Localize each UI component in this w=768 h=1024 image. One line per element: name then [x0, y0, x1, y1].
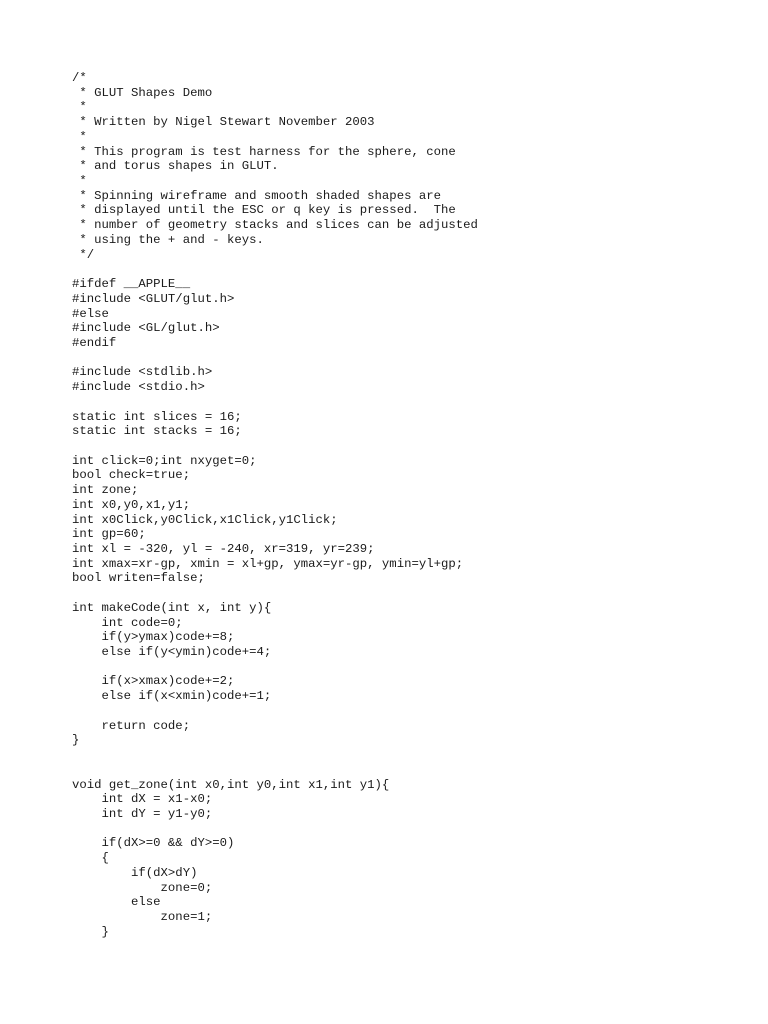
code-line: int xl = -320, yl = -240, xr=319, yr=239;: [72, 542, 375, 556]
code-line: {: [72, 851, 109, 866]
code-line: *: [72, 100, 87, 115]
code-line: [72, 262, 478, 277]
code-line: #include <stdlib.h>: [72, 365, 213, 380]
code-line: int makeCode(int x, int y){: [72, 600, 272, 615]
code-line: }: [72, 924, 109, 939]
code-line: #endif: [72, 335, 117, 350]
code-line: #include <stdio.h>: [72, 380, 205, 395]
code-line: else if(y<ymin)code+=4;: [72, 645, 272, 660]
code-line: [72, 351, 478, 366]
code-line: [72, 660, 478, 675]
code-line: static int stacks = 16;: [72, 424, 242, 439]
code-line: #include <GL/glut.h>: [72, 321, 220, 336]
code-line: if(y>ymax)code+=8;: [72, 630, 235, 645]
code-line: zone=0;: [72, 880, 213, 895]
code-line: #ifdef __APPLE__: [72, 277, 191, 292]
code-line: zone=1;: [72, 909, 213, 924]
code-line: int x0,y0,x1,y1;: [72, 497, 191, 512]
code-line: * This program is test harness for the sphere, cone: [72, 144, 456, 159]
code-line: }: [72, 733, 80, 748]
code-line: int x0Click,y0Click,x1Click,y1Click;: [72, 512, 338, 527]
code-line: bool writen=false;: [72, 571, 205, 586]
code-line: if(dX>dY): [72, 865, 198, 880]
code-line: int dX = x1-x0;: [72, 792, 213, 807]
code-line: else if(x<xmin)code+=1;: [72, 689, 272, 704]
code-line: [72, 439, 478, 454]
code-line: * Spinning wireframe and smooth shaded shapes are: [72, 188, 441, 203]
code-line: bool check=true;: [72, 468, 191, 483]
code-line: int click=0;int nxyget=0;: [72, 453, 257, 468]
code-line: * displayed until the ESC or q key is pressed. The: [72, 203, 456, 218]
code-line: void get_zone(int x0,int y0,int x1,int y1){: [72, 777, 390, 792]
code-line: [72, 395, 478, 410]
code-line: int zone;: [72, 483, 139, 498]
code-line: int dY = y1-y0;: [72, 806, 213, 821]
code-line: *: [72, 129, 87, 144]
code-line: [72, 704, 478, 719]
code-line: */: [72, 247, 95, 262]
code-listing: [72, 71, 478, 939]
code-line: [72, 586, 478, 601]
code-line: return code;: [72, 718, 191, 733]
code-line: *: [72, 174, 87, 189]
code-line: * using the + and - keys.: [72, 232, 264, 247]
code-line: * GLUT Shapes Demo: [72, 85, 213, 100]
code-line: int xmax=xr-gp, xmin = xl+gp, ymax=yr-gp, ymin=yl+gp;: [72, 556, 464, 571]
code-line: * number of geometry stacks and slices can be adjusted: [72, 218, 478, 233]
code-line: #else: [72, 306, 109, 321]
code-line: int gp=60;: [72, 527, 146, 542]
code-line: static int slices = 16;: [72, 409, 242, 424]
code-line: int code=0;: [72, 615, 183, 630]
code-line: /*: [72, 71, 87, 85]
code-line: [72, 822, 478, 837]
code-line: * and torus shapes in GLUT.: [72, 159, 279, 174]
code-line: * Written by Nigel Stewart November 2003: [72, 115, 375, 130]
code-line: else: [72, 895, 161, 910]
code-line: [72, 763, 478, 778]
code-line: if(dX>=0 && dY>=0): [72, 836, 235, 851]
code-line: #include <GLUT/glut.h>: [72, 291, 235, 306]
code-line: if(x>xmax)code+=2;: [72, 674, 235, 689]
code-line: [72, 748, 478, 763]
